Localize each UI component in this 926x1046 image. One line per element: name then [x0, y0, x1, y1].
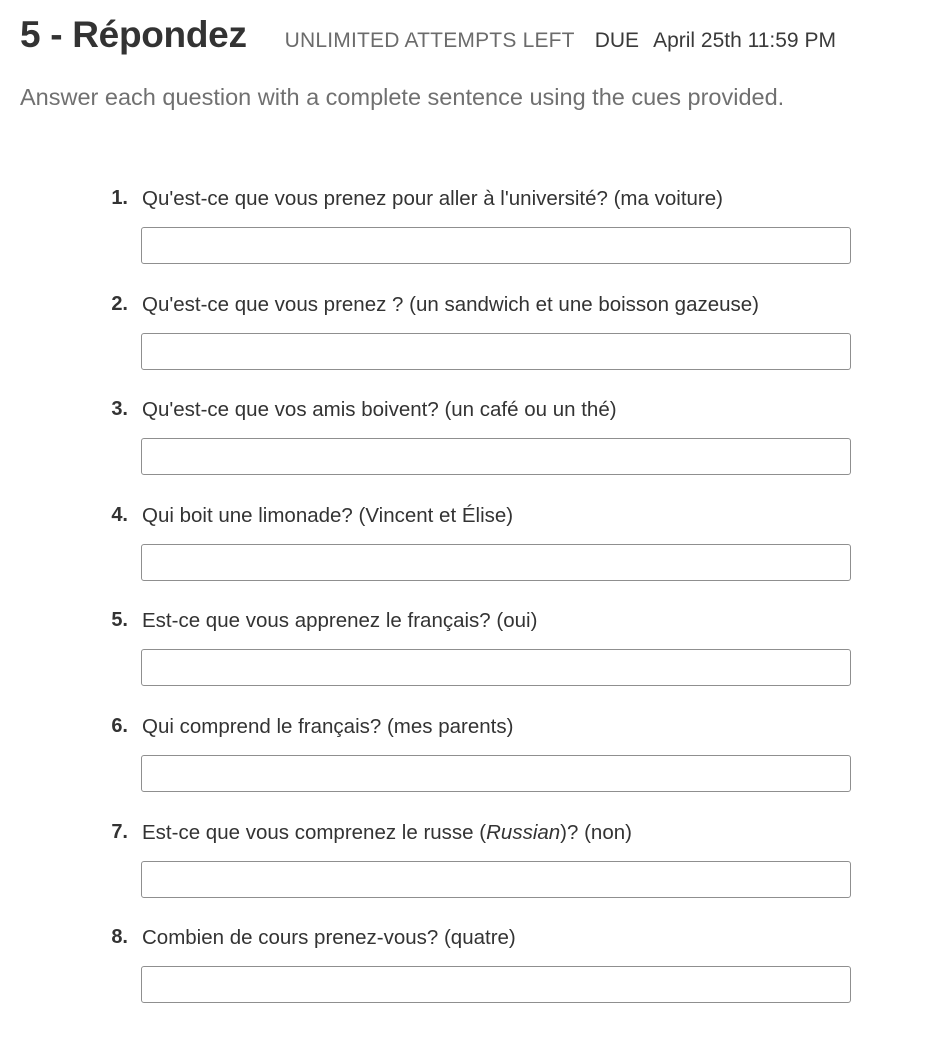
question-text: Qu'est-ce que vos amis boivent? (un café ou un thé) — [142, 398, 617, 422]
question-list — [0, 184, 926, 1029]
question-text-part: Est-ce que vous comprenez le russe ( — [142, 820, 487, 844]
question-text — [142, 821, 632, 845]
assignment-header — [20, 14, 836, 56]
question-text: Est-ce que vous apprenez le français? (oui) — [142, 609, 538, 633]
question-number: 2. — [111, 292, 128, 315]
question-text-italic: Russian — [486, 820, 561, 844]
answer-input[interactable] — [141, 966, 851, 1003]
question-number: 6. — [111, 714, 128, 737]
answer-input[interactable] — [141, 861, 851, 898]
question-number: 4. — [111, 503, 128, 526]
answer-input[interactable] — [141, 755, 851, 792]
question-number: 3. — [111, 398, 128, 421]
question-item — [0, 184, 926, 290]
question-item — [0, 501, 926, 607]
question-text: Combien de cours prenez-vous? (quatre) — [142, 926, 516, 950]
question-number: 1. — [111, 187, 128, 209]
question-item — [0, 606, 926, 712]
due-date: April 25th 11:59 PM — [653, 29, 836, 52]
question-item — [0, 923, 926, 1029]
instructions-text: Answer each question with a complete sentence using the cues provided. — [20, 84, 785, 110]
question-text: Qui boit une limonade? (Vincent et Élise) — [142, 503, 514, 527]
answer-input[interactable] — [141, 227, 851, 264]
question-text: Qu'est-ce que vous prenez pour aller à l'université? (ma voiture) — [142, 187, 723, 210]
question-item — [0, 712, 926, 818]
question-item — [0, 818, 926, 924]
attempts-left-label: UNLIMITED ATTEMPTS LEFT — [284, 29, 575, 52]
question-item — [0, 395, 926, 501]
page-title: 5 - Répondez — [20, 14, 247, 55]
question-number: 7. — [111, 820, 128, 843]
question-item — [0, 290, 926, 396]
question-text-part: )? (non) — [560, 820, 632, 844]
answer-input[interactable] — [141, 649, 851, 686]
question-number: 8. — [111, 926, 128, 949]
question-number: 5. — [111, 609, 128, 632]
due-label: DUE — [594, 29, 640, 52]
question-text: Qui comprend le français? (mes parents) — [142, 714, 514, 738]
answer-input[interactable] — [141, 333, 851, 370]
question-text: Qu'est-ce que vous prenez ? (un sandwich et une boisson gazeuse) — [142, 292, 760, 316]
answer-input[interactable] — [141, 438, 851, 475]
answer-input[interactable] — [141, 544, 851, 581]
